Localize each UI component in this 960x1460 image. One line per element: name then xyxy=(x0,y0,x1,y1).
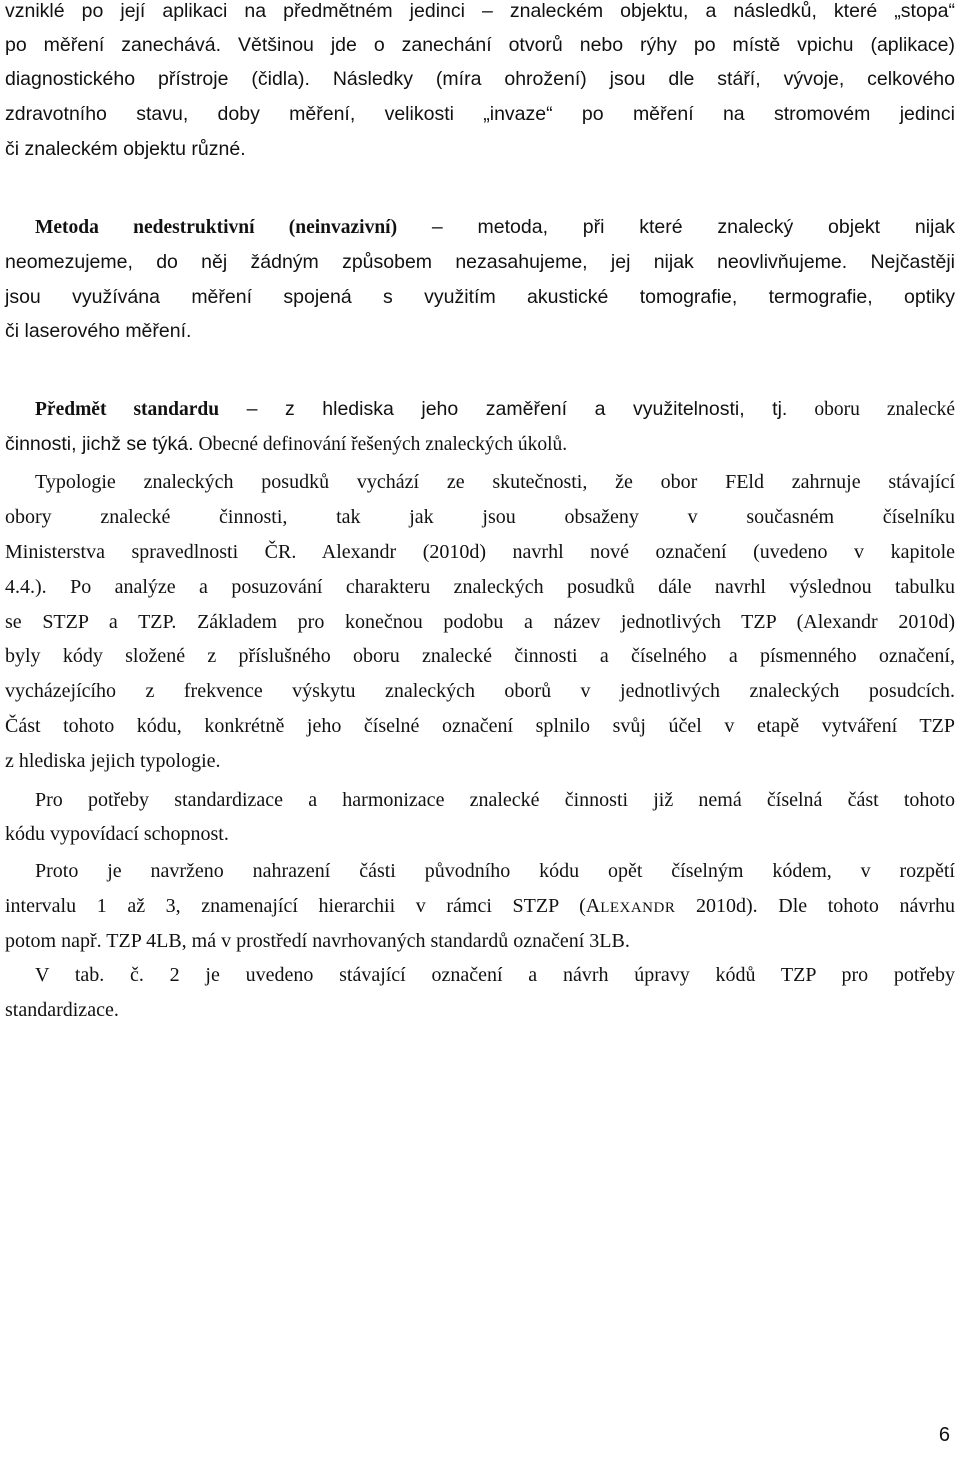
definition-text: – z hlediska jeho zaměření a využitelnosti, tj. xyxy=(219,398,788,420)
defined-term: Metoda nedestruktivní (neinvazivní) xyxy=(35,217,398,238)
paragraph-line: neomezujeme, do něj žádným způsobem nezasahujeme, jej nijak neovlivňujeme. Nejčastěji xyxy=(5,251,955,273)
definition-text: – metoda, při které znalecký objekt nijak xyxy=(397,216,955,238)
text-segment: činnosti, jichž se týká. xyxy=(5,433,194,455)
defined-term: Předmět standardu xyxy=(35,399,220,420)
paragraph-line: obory znalecké činnosti, tak jak jsou obsaženy v současném číselníku xyxy=(5,506,955,528)
paragraph-line: potom např. TZP 4LB, má v prostředí navrhovaných standardů označení 3LB. xyxy=(5,930,630,952)
page-number: 6 xyxy=(938,1424,950,1446)
paragraph-line: vycházejícího z frekvence výskytu znaleckých oborů v jednotlivých znaleckých posudcích. xyxy=(5,680,955,702)
paragraph-line: kódu vypovídací schopnost. xyxy=(5,823,229,845)
paragraph-line xyxy=(5,431,955,458)
paragraph-line: V tab. č. 2 je uvedeno stávající označení a návrh úpravy kódů TZP pro potřeby xyxy=(35,964,955,986)
text-segment: 2010d). Dle tohoto návrhu xyxy=(675,895,956,917)
paragraph-line: Část tohoto kódu, konkrétně jeho číselné označení splnilo svůj účel v etapě vytváření TZP xyxy=(5,715,955,737)
paragraph-line: po měření zanechává. Většinou jde o zanechání otvorů nebo rýhy po místě vpichu (aplikace) xyxy=(5,34,955,56)
paragraph-line: Typologie znaleckých posudků vychází ze skutečnosti, že obor FEld zahrnuje stávající xyxy=(35,471,955,493)
text-segment: Obecné definování řešených znaleckých úkolů. xyxy=(193,434,568,455)
definition-line xyxy=(5,214,955,241)
text-segment: intervalu 1 až 3, znamenající hierarchii v rámci STZP (A xyxy=(5,895,601,917)
paragraph-line: Proto je navrženo nahrazení části původního kódu opět číselným kódem, v rozpětí xyxy=(35,860,955,882)
paragraph-line: či laserového měření. xyxy=(5,320,192,342)
small-caps-author: LEXANDR xyxy=(600,900,676,916)
paragraph-line: se STZP a TZP. Základem pro konečnou podobu a název jednotlivých TZP (Alexandr 2010d) xyxy=(5,611,955,633)
paragraph-line: diagnostického přístroje (čidla). Následky (míra ohrožení) jsou dle stáří, vývoje, celkového xyxy=(5,68,955,90)
paragraph-line: z hlediska jejich typologie. xyxy=(5,750,221,772)
paragraph-line: zdravotního stavu, doby měření, velikosti „invaze“ po měření na stromovém jedinci xyxy=(5,103,955,125)
paragraph-line: Pro potřeby standardizace a harmonizace znalecké činnosti již nemá číselná část tohoto xyxy=(35,789,955,811)
paragraph-line xyxy=(5,893,955,921)
paragraph-line: 4.4.). Po analýze a posuzování charakteru znaleckých posudků dále navrhl výslednou tabulku xyxy=(5,576,955,598)
paragraph-line: vzniklé po její aplikaci na předmětném jedinci – znaleckém objektu, a následků, které „stopa“ xyxy=(5,0,955,22)
definition-line xyxy=(5,396,955,423)
definition-text: oboru znalecké xyxy=(787,399,956,420)
paragraph-line: či znaleckém objektu různé. xyxy=(5,138,246,160)
paragraph-line: standardizace. xyxy=(5,999,119,1021)
paragraph-line: byly kódy složené z příslušného oboru znalecké činnosti a číselného a písmenného označení, xyxy=(5,645,955,667)
paragraph-line: Ministerstva spravedlnosti ČR. Alexandr (2010d) navrhl nové označení (uvedeno v kapitole xyxy=(5,541,955,563)
paragraph-line: jsou využívána měření spojená s využitím akustické tomografie, termografie, optiky xyxy=(5,286,955,308)
